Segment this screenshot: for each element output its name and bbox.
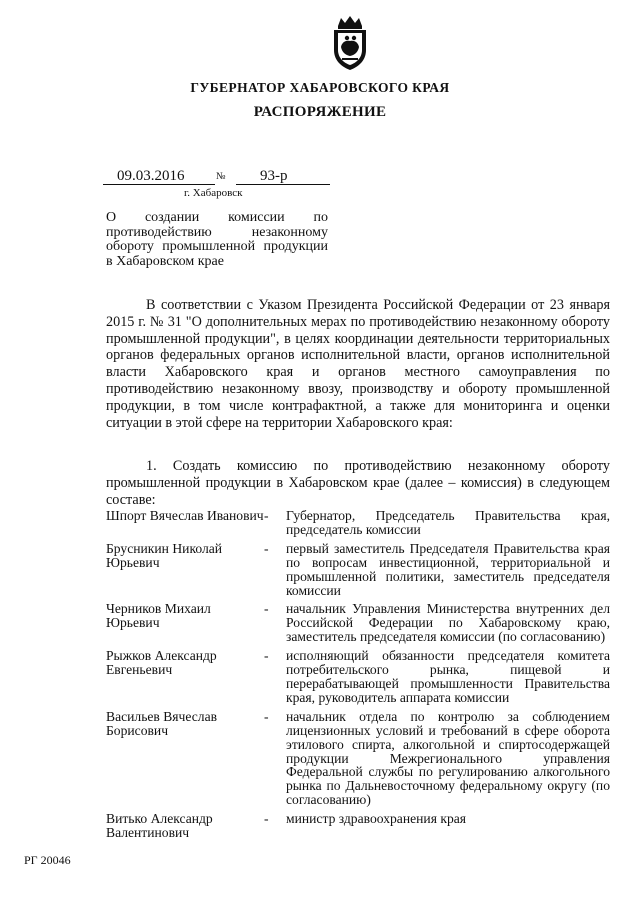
document-subject: О создании комиссии по противодействию незаконному обороту промышленной продукции в Хабаровском крае [106, 210, 328, 269]
member-row [106, 509, 610, 537]
member-role: исполняющий обязанности председателя комитета потребительского рынка, пищевой и перерабатывающей промышленности Правительства края, руководитель аппарата комиссии [286, 648, 610, 705]
number-sign: № [216, 171, 226, 182]
clause-1-paragraph: 1. Создать комиссию по противодействию незаконному обороту промышленной продукции в Хабаровском крае (далее – комиссия) в следующем составе: [106, 458, 610, 508]
date-value: 09.03.2016 [117, 168, 185, 184]
preamble-paragraph: В соответствии с Указом Президента Российской Федерации от 23 января 2015 г. № 31 "О дополнительных мерах по противодействию незаконному обороту промышленной продукции", в целях координации деятельности территориальных органов федеральных органов исполнительной власти, органов исполнительной власти Хабаровского края и органов местного самоуправления по противодействию незаконному ввозу, производству и обороту промышленной продукции, в том числе контрафактной, а также для мониторинга и оценки ситуации в этой сфере на территории Хабаровского края: [106, 297, 610, 431]
member-row [106, 710, 610, 807]
member-name: Васильев Вячеслав Борисович [106, 708, 218, 738]
member-row [106, 812, 610, 840]
document-number [236, 168, 330, 185]
registration-code: РГ 20046 [24, 853, 71, 867]
member-dash: - [264, 648, 269, 664]
member-dash: - [264, 601, 269, 617]
member-name: Витько Александр Валентинович [106, 811, 213, 841]
member-role: начальник Управления Министерства внутренних дел Российской Федерации по Хабаровскому краю, заместитель председателя комиссии (по согласованию) [286, 601, 610, 645]
member-name: Шпорт Вячеслав Иванович [106, 508, 264, 523]
issuing-authority: ГУБЕРНАТОР ХАБАРОВСКОГО КРАЯ [190, 80, 450, 95]
member-row [106, 602, 610, 644]
coat-of-arms-icon [327, 14, 373, 72]
place-of-issue: г. Хабаровск [184, 187, 243, 199]
document-date [103, 168, 215, 185]
member-role: начальник отдела по контролю за соблюдением лицензионных условий и требований в сфере оборота этилового спирта, алкогольной и спиртосодержащей продукции Межрегионального управления Федеральной службы по регулированию алкогольного рынка по Дальневосточному федеральному округу (по согласованию) [286, 708, 610, 808]
member-role: министр здравоохранения края [286, 811, 467, 827]
member-row [106, 649, 610, 705]
member-dash: - [264, 811, 269, 827]
member-name: Рыжков Александр Евгеньевич [106, 648, 217, 678]
member-role: Губернатор, Председатель Правительства края, председатель комиссии [286, 508, 610, 537]
commission-members-list [106, 509, 610, 845]
member-row [106, 542, 610, 598]
number-value: 93-р [260, 168, 288, 184]
member-dash: - [264, 508, 269, 523]
member-role: первый заместитель Председателя Правительства края по вопросам инвестиционной, территориальной и промышленной политики, заместитель председателя комиссии [286, 540, 610, 598]
document-type-title: РАСПОРЯЖЕНИЕ [253, 104, 387, 120]
member-dash: - [264, 540, 269, 556]
member-name: Брусникин Николай Юрьевич [106, 540, 223, 570]
member-dash: - [264, 708, 269, 724]
member-name: Черников Михаил Юрьевич [106, 601, 211, 631]
